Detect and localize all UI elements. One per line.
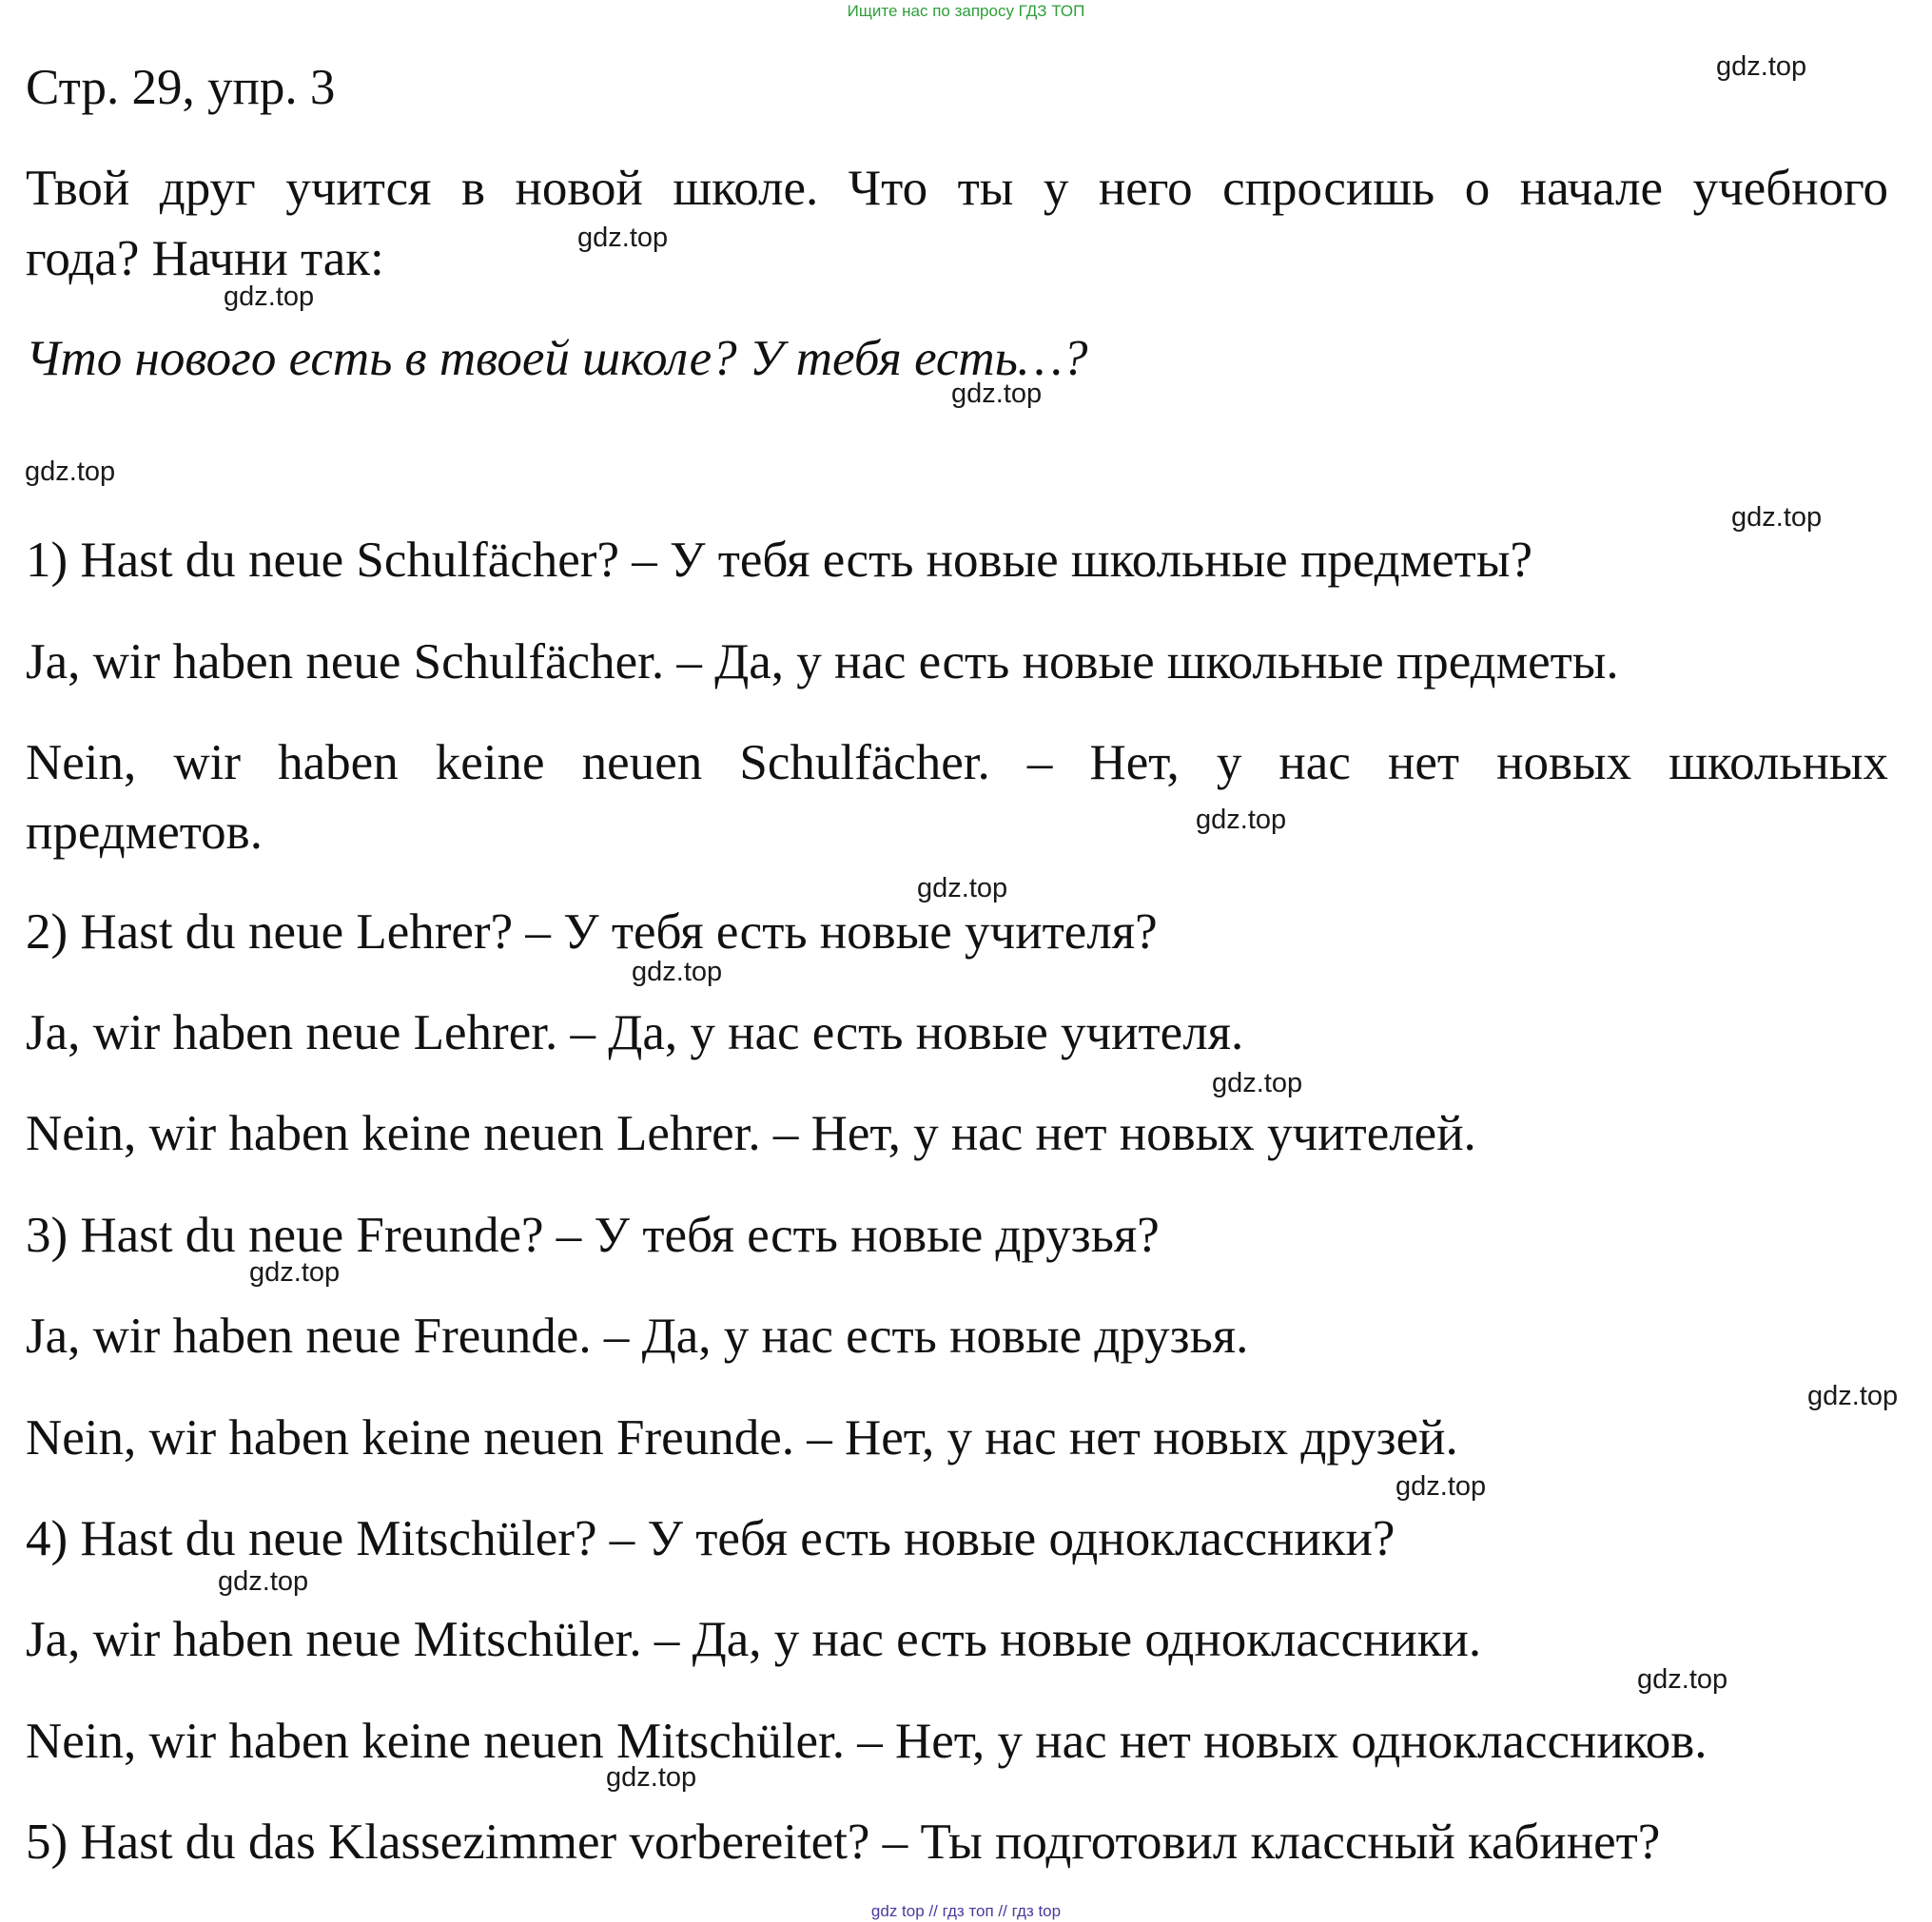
watermark: gdz.top <box>632 957 723 987</box>
answer-1-no: Nein, wir haben keine neuen Schulfächer. – Нет, у нас нет новых школьных <box>26 735 1888 790</box>
task-example: Что нового есть в твоей школе? У тебя есть…? <box>26 331 1088 386</box>
watermark: gdz.top <box>1807 1381 1899 1411</box>
watermark: gdz.top <box>249 1257 341 1288</box>
answer-1-question: 1) Hast du neue Schulfächer? – У тебя есть новые школьные предметы? <box>26 533 1532 588</box>
answer-5-question: 5) Hast du das Klassezimmer vorbereitet? – Ты подготовил классный кабинет? <box>26 1815 1661 1870</box>
watermark: gdz.top <box>606 1762 697 1793</box>
watermark: gdz.top <box>1637 1664 1728 1695</box>
answer-4-yes: Ja, wir haben neue Mitschüler. – Да, у нас есть новые одноклассники. <box>26 1612 1482 1667</box>
watermark: gdz.top <box>1716 51 1807 82</box>
watermark: gdz.top <box>951 379 1043 409</box>
answer-1-no-continued: предметов. <box>26 805 263 860</box>
task-text-line-1: Твой друг учится в новой школе. Что ты у него спросишь о начале учебного <box>26 161 1888 216</box>
watermark: gdz.top <box>1731 502 1823 533</box>
answer-3-question: 3) Hast du neue Freunde? – У тебя есть новые друзья? <box>26 1208 1160 1263</box>
watermark: gdz.top <box>25 456 116 487</box>
answer-4-question: 4) Hast du neue Mitschüler? – У тебя есть новые одноклассники? <box>26 1511 1395 1566</box>
answer-2-question: 2) Hast du neue Lehrer? – У тебя есть новые учителя? <box>26 904 1158 960</box>
search-banner: Ищите нас по запросу ГДЗ ТОП <box>847 2 1085 20</box>
answer-1-yes: Ja, wir haben neue Schulfächer. – Да, у нас есть новые школьные предметы. <box>26 634 1619 689</box>
answer-2-yes: Ja, wir haben neue Lehrer. – Да, у нас есть новые учителя. <box>26 1005 1244 1060</box>
page-header: Стр. 29, упр. 3 <box>26 60 336 115</box>
watermark: gdz.top <box>917 873 1008 903</box>
watermark: gdz.top <box>1395 1471 1487 1502</box>
footer-watermark: gdz top // гдз топ // гдз top <box>870 1902 1062 1920</box>
answer-3-yes: Ja, wir haben neue Freunde. – Да, у нас есть новые друзья. <box>26 1309 1249 1364</box>
watermark: gdz.top <box>224 282 315 312</box>
watermark: gdz.top <box>1196 805 1287 835</box>
watermark: gdz.top <box>577 223 669 253</box>
answer-2-no: Nein, wir haben keine neuen Lehrer. – Нет, у нас нет новых учителей. <box>26 1106 1476 1161</box>
task-text-line-2: года? Начни так: <box>26 231 384 286</box>
answer-4-no: Nein, wir haben keine neuen Mitschüler. – Нет, у нас нет новых одноклассников. <box>26 1714 1708 1769</box>
answer-3-no: Nein, wir haben keine neuen Freunde. – Нет, у нас нет новых друзей. <box>26 1410 1458 1466</box>
watermark: gdz.top <box>1212 1068 1303 1098</box>
watermark: gdz.top <box>218 1566 309 1597</box>
